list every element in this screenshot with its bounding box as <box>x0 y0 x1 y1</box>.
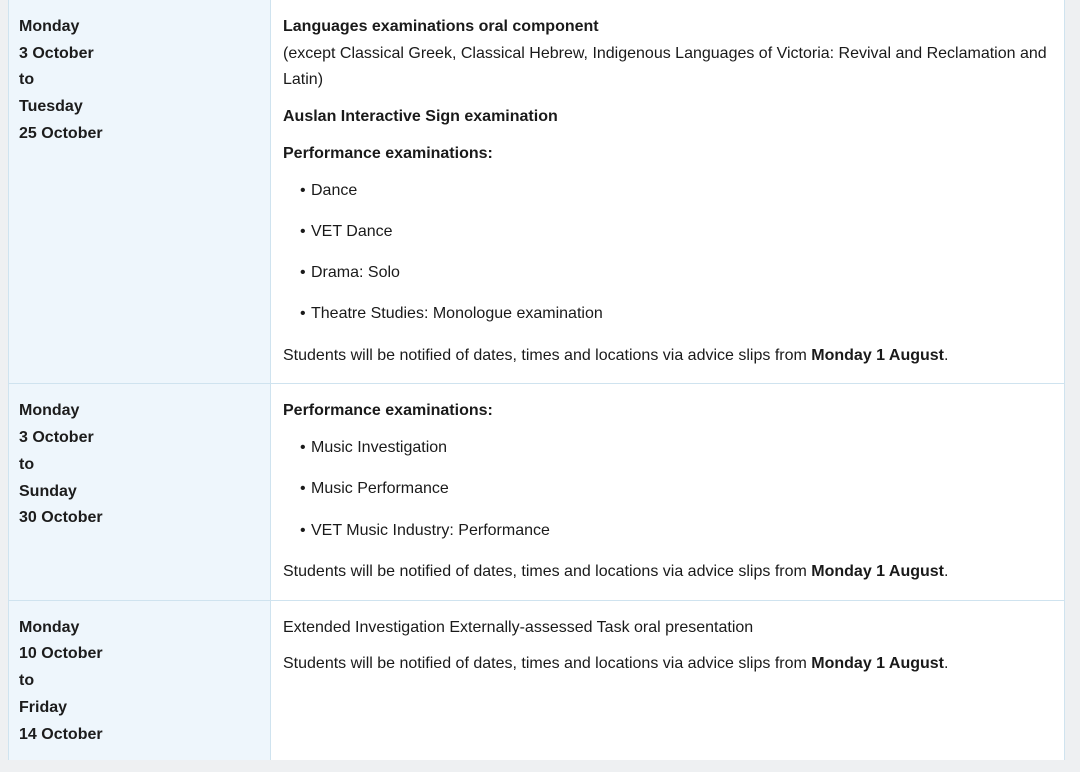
section-text: Extended Investigation Externally-assessed Task oral presentation <box>283 618 754 636</box>
section-heading: Auslan Interactive Sign examination <box>283 108 558 126</box>
list-item: • VET Dance <box>311 219 1052 246</box>
list-item: • Theatre Studies: Monologue examination <box>311 301 1052 328</box>
date-cell <box>9 0 271 383</box>
date-line: 3 October <box>19 429 94 447</box>
notice-suffix: . <box>944 346 949 364</box>
date-line: 3 October <box>19 44 94 62</box>
notice-date: Monday 1 August <box>811 655 945 673</box>
date-cell <box>9 601 271 763</box>
section-subtext: (except Classical Greek, Classical Hebrew, Indigenous Languages of Victoria: Revival and Reclamation and Latin) <box>283 44 1047 89</box>
date-line: Monday <box>19 402 80 420</box>
exam-list <box>283 178 1052 329</box>
date-line: 25 October <box>19 124 103 142</box>
section-heading: Performance examinations: <box>283 402 493 420</box>
table-row <box>9 383 1064 599</box>
list-item: • Drama: Solo <box>311 260 1052 287</box>
notice-suffix: . <box>944 655 949 673</box>
details-cell <box>271 384 1064 599</box>
notice-text <box>283 559 1052 586</box>
date-line: to <box>19 455 35 473</box>
table-row <box>9 0 1064 383</box>
details-cell <box>271 0 1064 383</box>
table-row <box>9 600 1064 763</box>
page-footer-strip <box>0 760 1080 772</box>
date-line: Monday <box>19 18 80 35</box>
date-line: Sunday <box>19 482 77 500</box>
notice-date: Monday 1 August <box>811 563 945 580</box>
date-line: 10 October <box>19 645 103 663</box>
list-item: • VET Music Industry: Performance <box>311 518 1052 545</box>
notice-date: Monday 1 August <box>811 346 945 364</box>
exam-schedule-table <box>8 0 1065 763</box>
notice-prefix: Students will be notified of dates, times and locations via advice slips from <box>283 655 812 673</box>
exam-list <box>283 435 1052 544</box>
notice-suffix: . <box>944 563 949 580</box>
date-line: to <box>19 71 35 89</box>
notice-prefix: Students will be notified of dates, times and locations via advice slips from <box>283 563 812 580</box>
section-heading: Languages examinations oral component <box>283 18 599 35</box>
date-line: 14 October <box>19 725 103 743</box>
date-line: to <box>19 672 35 690</box>
list-item: • Music Performance <box>311 476 1052 503</box>
list-item: • Music Investigation <box>311 435 1052 462</box>
notice-text <box>283 343 1052 370</box>
notice-text <box>283 651 1052 678</box>
notice-prefix: Students will be notified of dates, times and locations via advice slips from <box>283 346 812 364</box>
section-heading: Performance examinations: <box>283 144 493 162</box>
date-line: 30 October <box>19 509 103 527</box>
date-line: Tuesday <box>19 98 83 116</box>
date-line: Monday <box>19 618 80 636</box>
list-item: • Dance <box>311 178 1052 205</box>
date-line: Friday <box>19 698 68 716</box>
date-cell <box>9 384 271 599</box>
details-cell <box>271 601 1064 763</box>
